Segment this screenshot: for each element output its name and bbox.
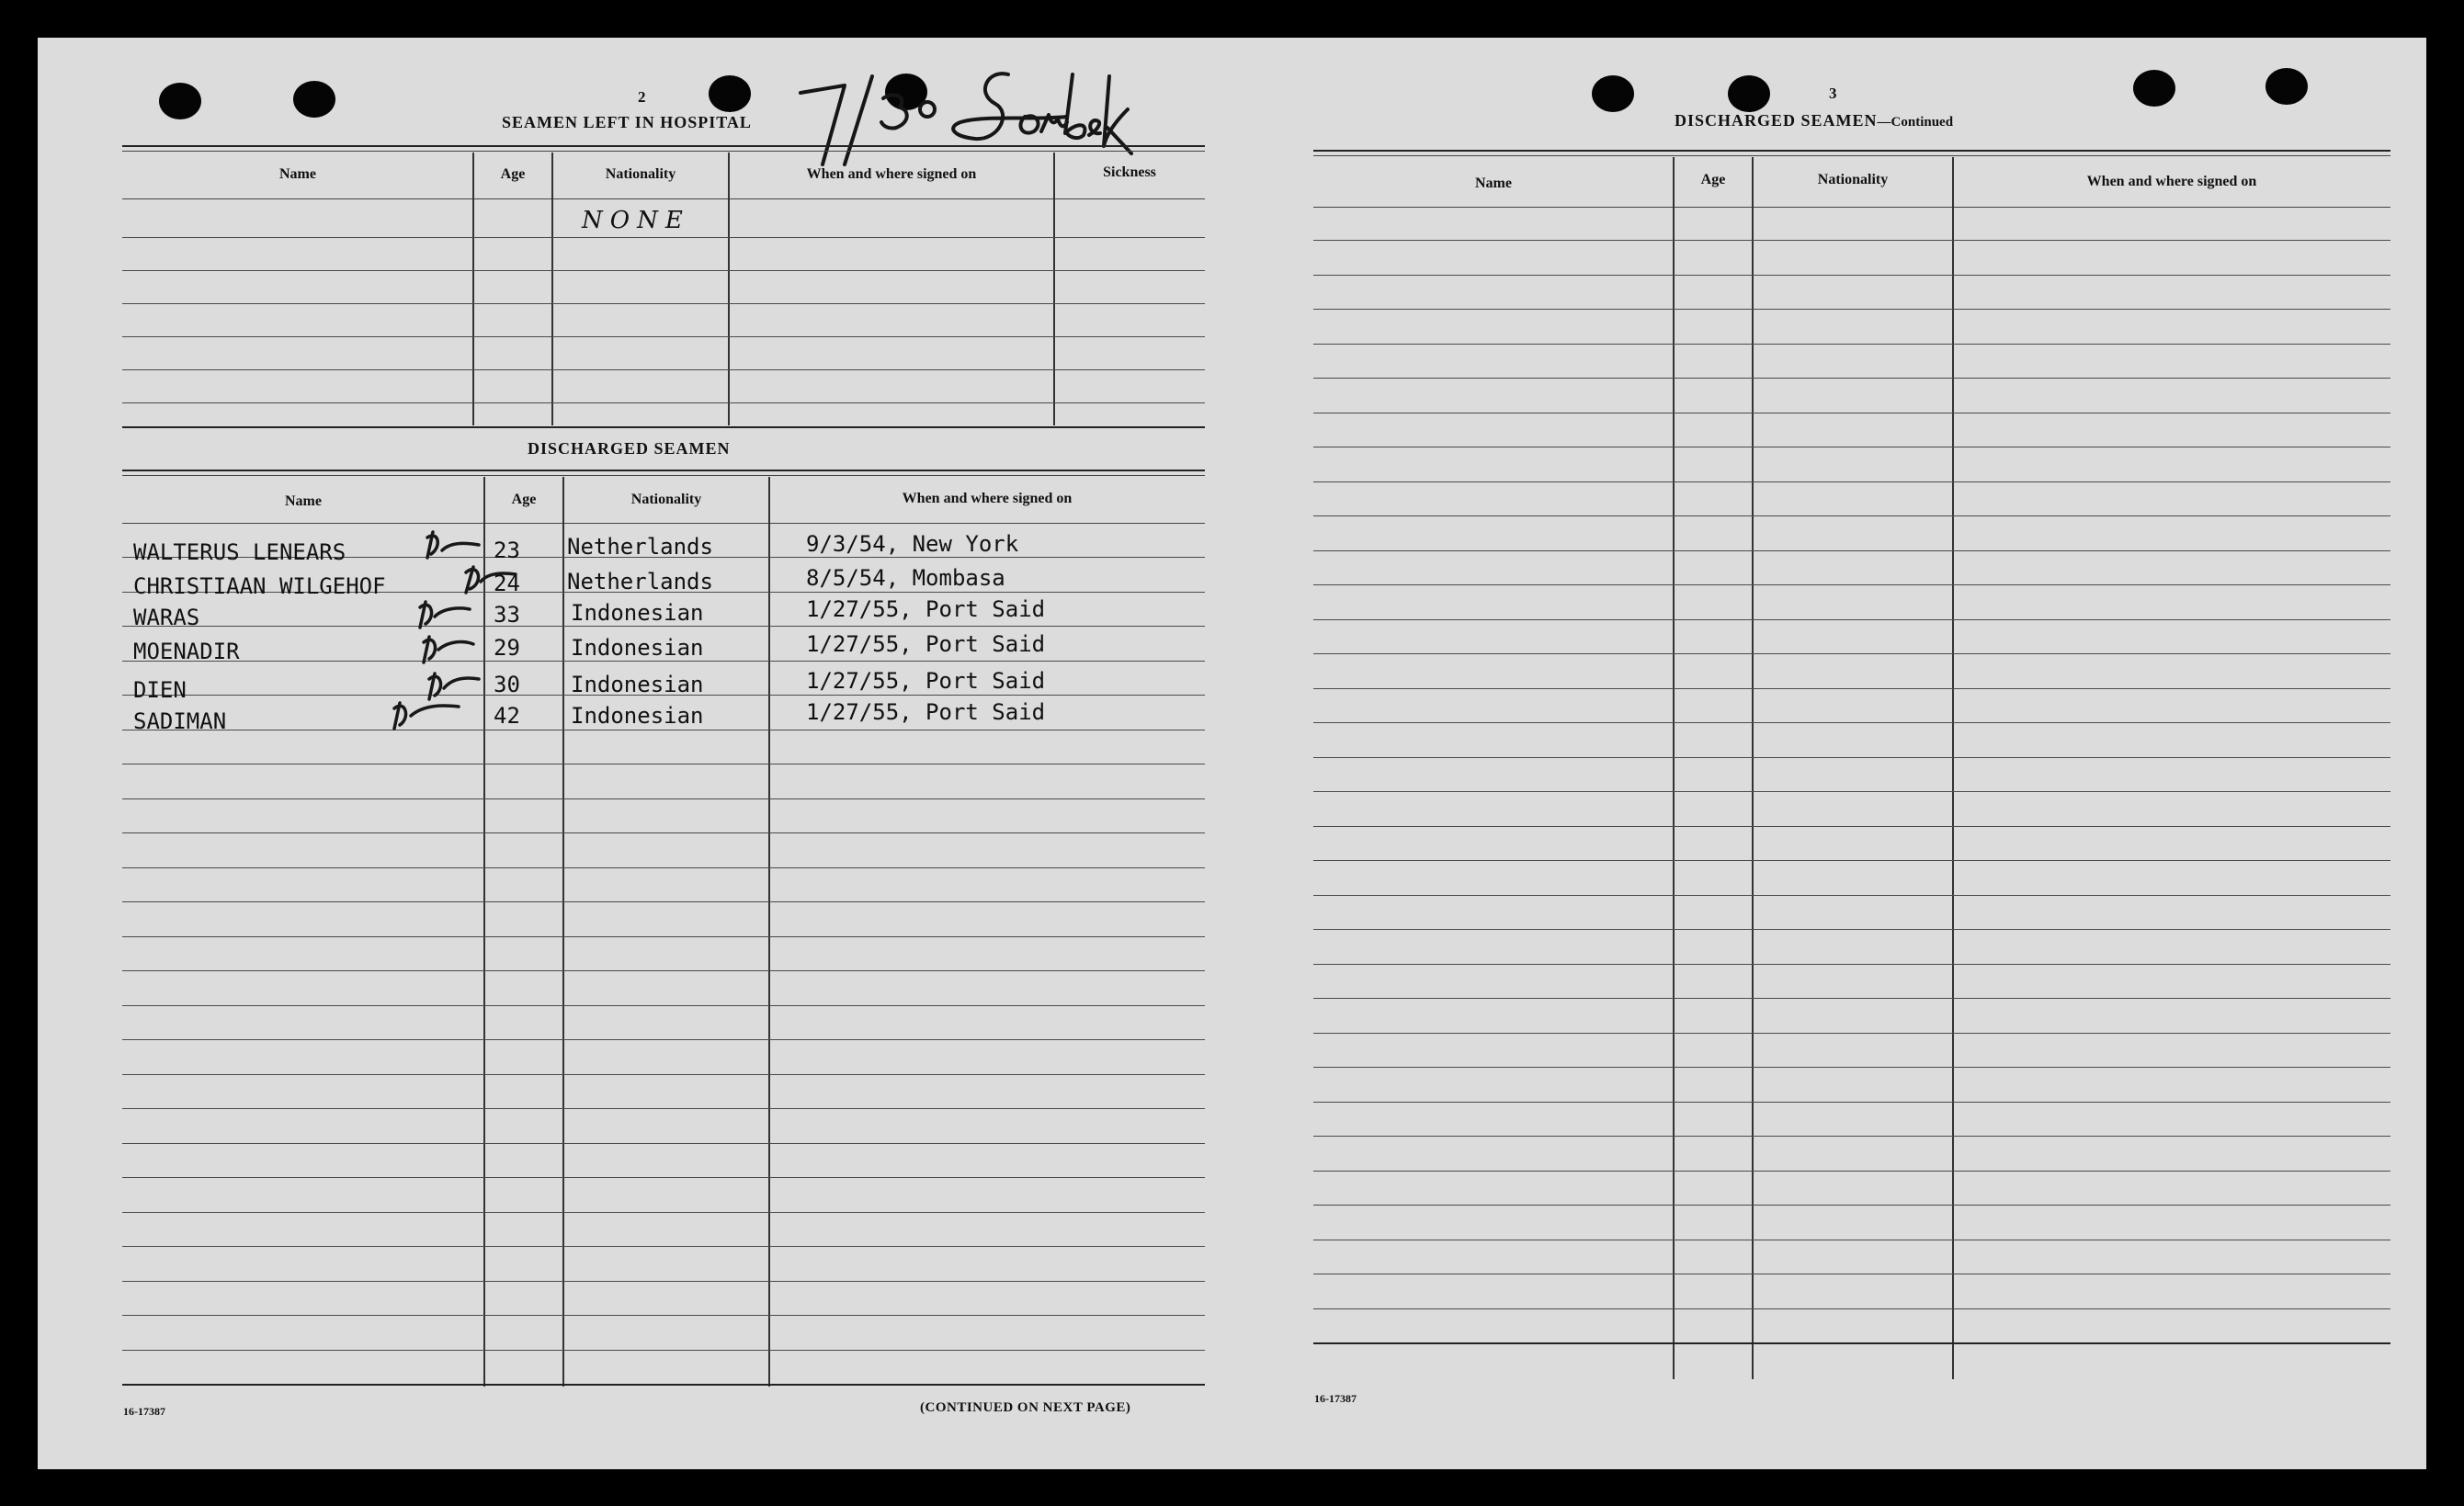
punch-hole xyxy=(159,83,201,119)
right-section-title-suffix: —Continued xyxy=(1877,115,1954,130)
page-number-right: 3 xyxy=(1829,85,1837,102)
seaman-nationality: Indonesian xyxy=(571,600,704,626)
ruled-line xyxy=(1313,964,2390,965)
seaman-name: SADIMAN xyxy=(133,708,227,734)
ruled-line xyxy=(1313,860,2390,861)
hospital-none-entry: NONE xyxy=(582,207,690,234)
discharged-header-signed-on: When and where signed on xyxy=(902,491,1073,506)
ruled-line xyxy=(122,1005,1205,1006)
seaman-age: 42 xyxy=(494,703,520,729)
seaman-name: MOENADIR xyxy=(133,639,240,664)
punch-hole xyxy=(2265,68,2308,105)
seaman-nationality: Indonesian xyxy=(571,635,704,661)
hospital-entry-line xyxy=(122,369,1205,370)
right-top-rule xyxy=(1313,150,2390,152)
hospital-header-rule xyxy=(122,198,1205,199)
seaman-name: WALTERUS LENEARS xyxy=(133,539,346,565)
ruled-line xyxy=(122,1039,1205,1040)
seaman-signed-on: 8/5/54, Mombasa xyxy=(806,565,1005,591)
punch-hole xyxy=(1592,75,1634,112)
punch-hole xyxy=(709,75,751,112)
seaman-age: 23 xyxy=(494,538,520,563)
hospital-col-divider xyxy=(728,153,730,425)
hospital-entry-line xyxy=(122,237,1205,238)
discharged-top-rule xyxy=(122,470,1205,471)
seaman-signed-on: 1/27/55, Port Said xyxy=(806,668,1046,694)
ruled-line xyxy=(122,1177,1205,1178)
punch-hole xyxy=(1728,75,1770,112)
right-header-signed-on: When and where signed on xyxy=(2086,174,2257,189)
seaman-name: CHRISTIAAN WILGEHOF xyxy=(133,573,386,599)
right-col-divider xyxy=(1673,157,1675,1379)
seaman-age: 30 xyxy=(494,672,520,697)
ruled-line xyxy=(122,1074,1205,1075)
seaman-name: WARAS xyxy=(133,605,200,630)
ruled-line xyxy=(122,1108,1205,1109)
punch-hole xyxy=(293,81,335,118)
ruled-line xyxy=(1313,378,2390,379)
discharged-header-rule xyxy=(122,523,1205,524)
right-col-divider xyxy=(1752,157,1754,1379)
hospital-col-divider xyxy=(551,153,553,425)
ruled-line xyxy=(122,867,1205,868)
discharged-top-rule-secondary xyxy=(122,475,1205,476)
ruled-line xyxy=(1313,929,2390,930)
ruled-line xyxy=(1313,1033,2390,1034)
handwritten-discharge-marks-drawing xyxy=(378,525,525,736)
ruled-line xyxy=(1313,275,2390,276)
hospital-section-title: SEAMEN LEFT IN HOSPITAL xyxy=(502,113,752,131)
hospital-col-divider xyxy=(1053,153,1055,425)
right-header-nationality: Nationality xyxy=(1817,172,1889,187)
ruled-line xyxy=(1313,550,2390,551)
hospital-top-rule-secondary xyxy=(122,151,1205,152)
hospital-col-divider xyxy=(472,153,474,425)
right-col-divider xyxy=(1952,157,1954,1379)
right-header-rule xyxy=(1313,207,2390,208)
ruled-line xyxy=(122,798,1205,799)
discharged-header-age: Age xyxy=(511,492,537,507)
seaman-nationality: Netherlands xyxy=(567,534,713,560)
seaman-age: 24 xyxy=(494,571,520,596)
right-top-rule-secondary xyxy=(1313,155,2390,156)
ruled-line xyxy=(1313,240,2390,241)
seaman-signed-on: 1/27/55, Port Said xyxy=(806,699,1046,725)
ruled-line xyxy=(122,936,1205,937)
ruled-line xyxy=(1313,1136,2390,1137)
discharged-section-title: DISCHARGED SEAMEN xyxy=(528,439,731,458)
hospital-header-nationality: Nationality xyxy=(605,166,676,182)
hospital-header-age: Age xyxy=(500,166,526,182)
ruled-line xyxy=(1313,1205,2390,1206)
ruled-line xyxy=(122,626,1205,627)
ruled-line xyxy=(1313,515,2390,516)
ruled-line xyxy=(122,970,1205,971)
ruled-line xyxy=(1313,584,2390,585)
right-header-age: Age xyxy=(1700,172,1726,187)
form-number-left: 16-17387 xyxy=(123,1405,165,1418)
hospital-header-sickness: Sickness xyxy=(1103,164,1156,180)
ruled-line xyxy=(122,832,1205,833)
hospital-header-signed-on: When and where signed on xyxy=(806,166,977,182)
ruled-line xyxy=(122,901,1205,902)
ruled-line xyxy=(122,1384,1205,1386)
right-section-title xyxy=(1675,111,1953,130)
right-section-title-main: DISCHARGED SEAMEN xyxy=(1675,111,1878,130)
ruled-line xyxy=(122,1212,1205,1213)
seaman-age: 33 xyxy=(494,602,520,628)
ruled-line xyxy=(1313,619,2390,620)
continued-footer: (CONTINUED ON NEXT PAGE) xyxy=(920,1400,1131,1415)
ruled-line xyxy=(1313,826,2390,827)
ruled-line xyxy=(1313,309,2390,310)
hospital-entry-line xyxy=(122,270,1205,271)
hospital-entry-line xyxy=(122,402,1205,403)
hospital-bottom-rule xyxy=(122,426,1205,428)
seaman-name: DIEN xyxy=(133,677,187,703)
page-number-left: 2 xyxy=(638,88,646,106)
hospital-entry-line xyxy=(122,336,1205,337)
ruled-line xyxy=(1313,757,2390,758)
ruled-line xyxy=(1313,722,2390,723)
ruled-line xyxy=(122,1246,1205,1247)
seaman-nationality: Indonesian xyxy=(571,672,704,697)
form-number-right: 16-17387 xyxy=(1314,1392,1357,1405)
ruled-line xyxy=(1313,1308,2390,1309)
ruled-line xyxy=(1313,895,2390,896)
discharged-col-divider xyxy=(768,477,770,1387)
ruled-line xyxy=(1313,344,2390,345)
ruled-line xyxy=(1313,653,2390,654)
punch-hole xyxy=(2133,70,2175,107)
ruled-line xyxy=(122,1143,1205,1144)
ruled-line xyxy=(1313,688,2390,689)
ruled-line xyxy=(1313,481,2390,482)
discharged-header-nationality: Nationality xyxy=(630,492,702,507)
handwritten-discharge-marks xyxy=(378,525,525,741)
ruled-line xyxy=(122,1281,1205,1282)
ruled-line xyxy=(1313,1102,2390,1103)
discharged-col-divider xyxy=(562,477,564,1387)
ruled-line xyxy=(1313,1171,2390,1172)
seaman-nationality: Netherlands xyxy=(567,569,713,594)
hospital-entry-line xyxy=(122,303,1205,304)
seaman-signed-on: 9/3/54, New York xyxy=(806,531,1019,557)
right-header-name: Name xyxy=(1475,176,1512,191)
ruled-line xyxy=(1313,1067,2390,1068)
passenger-manifest-sheet xyxy=(38,38,2426,1469)
seaman-signed-on: 1/27/55, Port Said xyxy=(806,631,1046,657)
ruled-line xyxy=(1313,791,2390,792)
ruled-line xyxy=(122,1315,1205,1316)
ruled-line xyxy=(122,1350,1205,1351)
hospital-header-name: Name xyxy=(279,166,316,182)
seaman-nationality: Indonesian xyxy=(571,703,704,729)
ruled-line xyxy=(1313,998,2390,999)
seaman-age: 29 xyxy=(494,635,520,661)
seaman-signed-on: 1/27/55, Port Said xyxy=(806,596,1046,622)
discharged-header-name: Name xyxy=(285,493,322,509)
ruled-line xyxy=(1313,1342,2390,1344)
hospital-top-rule xyxy=(122,145,1205,147)
